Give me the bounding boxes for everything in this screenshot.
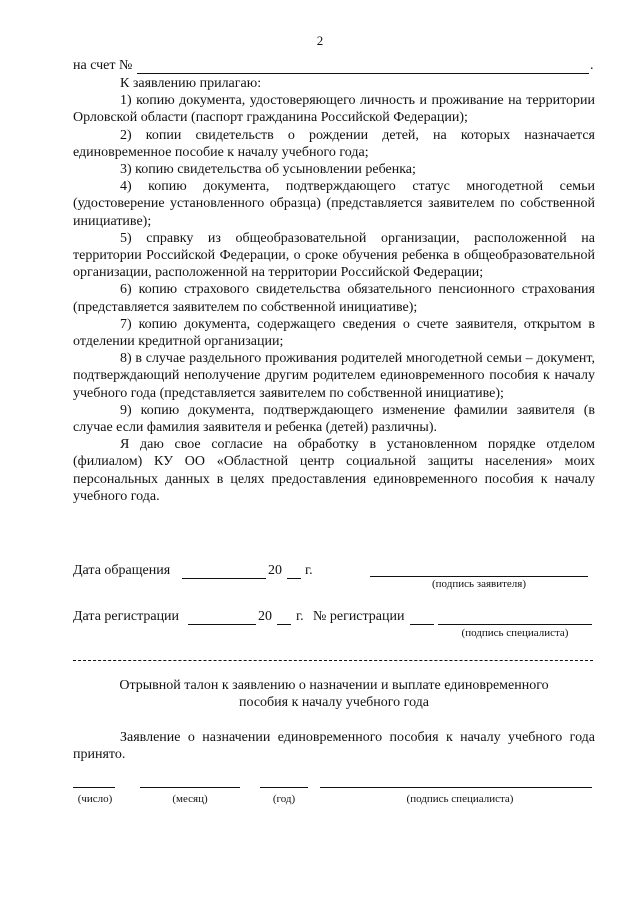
application-date-label: Дата обращения (73, 563, 171, 578)
consent-paragraph: Я даю свое согласие на обработку в установленном порядке отделом (филиалом) КУ ОО «Областной центр социальной защиты населения» моих персональных данных в целях предоставления единовременного пособия к началу учебного года. (73, 437, 595, 504)
applicant-signature-line[interactable] (370, 576, 588, 577)
attachments-intro: К заявлению прилагаю: (120, 76, 262, 91)
attachments-block (73, 75, 595, 505)
coupon-year-caption: (год) (272, 793, 296, 805)
coupon-title-line1: Отрывной талон к заявлению о назначении и выплате единовременного (119, 678, 549, 693)
registration-year-blank[interactable] (277, 624, 291, 625)
coupon-signature-caption: (подпись специалиста) (406, 793, 514, 805)
coupon-month-line[interactable] (140, 787, 240, 788)
application-year-prefix: 20 (268, 563, 282, 578)
account-end: . (590, 58, 594, 73)
attachment-item-4: 4) копию документа, подтверждающего статус многодетной семьи (удостоверение установленного образца) (представляется заявителем по собственной инициативе); (73, 179, 595, 229)
attachment-item-2: 2) копии свидетельств о рождении детей, на которых назначается единовременное пособие к началу учебного года; (73, 127, 595, 160)
applicant-signature-caption: (подпись заявителя) (431, 578, 527, 590)
application-date-blank[interactable] (182, 578, 266, 579)
registration-number-blank[interactable] (410, 624, 434, 625)
attachment-item-1: 1) копию документа, удостоверяющего личность и проживание на территории Орловской области (паспорт гражданина Российской Федерации); (73, 93, 595, 126)
specialist-signature-caption: (подпись специалиста) (461, 627, 569, 639)
account-label: на счет № (73, 58, 133, 73)
application-year-suffix: г. (305, 563, 313, 578)
attachment-item-5: 5) справку из общеобразовательной организации, расположенной на территории Российской Федерации, о сроке обучения ребенка в общеобразовательной организации, расположенной на территории Российской Федерации; (73, 230, 595, 281)
registration-year-prefix: 20 (258, 609, 272, 624)
registration-number-label: № регистрации (313, 609, 405, 624)
page-number: 2 (316, 33, 324, 48)
attachment-item-7: 7) копию документа, содержащего сведения о счете заявителя, открытом в отделении кредитной организации; (73, 316, 595, 350)
attachment-item-3: 3) копию свидетельства об усыновлении ребенка; (120, 162, 416, 178)
registration-date-blank[interactable] (188, 624, 256, 625)
registration-year-suffix: г. (296, 609, 304, 624)
coupon-year-line[interactable] (260, 787, 308, 788)
attachment-item-6: 6) копию страхового свидетельства обязательного пенсионного страхования (представляется заявителем по собственной инициативе); (73, 282, 595, 315)
coupon-day-line[interactable] (73, 787, 115, 788)
specialist-signature-line[interactable] (438, 624, 592, 625)
coupon-statement-block (73, 729, 595, 763)
account-blank-line[interactable] (137, 73, 589, 74)
tear-off-dashed-line (73, 660, 593, 661)
attachment-item-9: 9) копию документа, подтверждающего изменение фамилии заявителя (в случае если фамилия заявителя и ребенка (детей) различны). (73, 402, 595, 436)
coupon-title-line2: пособия к началу учебного года (238, 695, 429, 710)
coupon-day-caption: (число) (77, 793, 113, 805)
coupon-signature-line[interactable] (320, 787, 592, 788)
application-year-blank[interactable] (287, 578, 301, 579)
coupon-statement: Заявление о назначении единовременного пособия к началу учебного года принято. (73, 730, 595, 763)
registration-date-label: Дата регистрации (73, 609, 180, 624)
attachment-item-8: 8) в случае раздельного проживания родителей многодетной семьи – документ, подтверждающий неполучение другим родителем единовременного пособия к началу учебного года (представляется заявителем по собственной инициативе); (73, 351, 595, 401)
coupon-month-caption: (месяц) (172, 793, 208, 805)
